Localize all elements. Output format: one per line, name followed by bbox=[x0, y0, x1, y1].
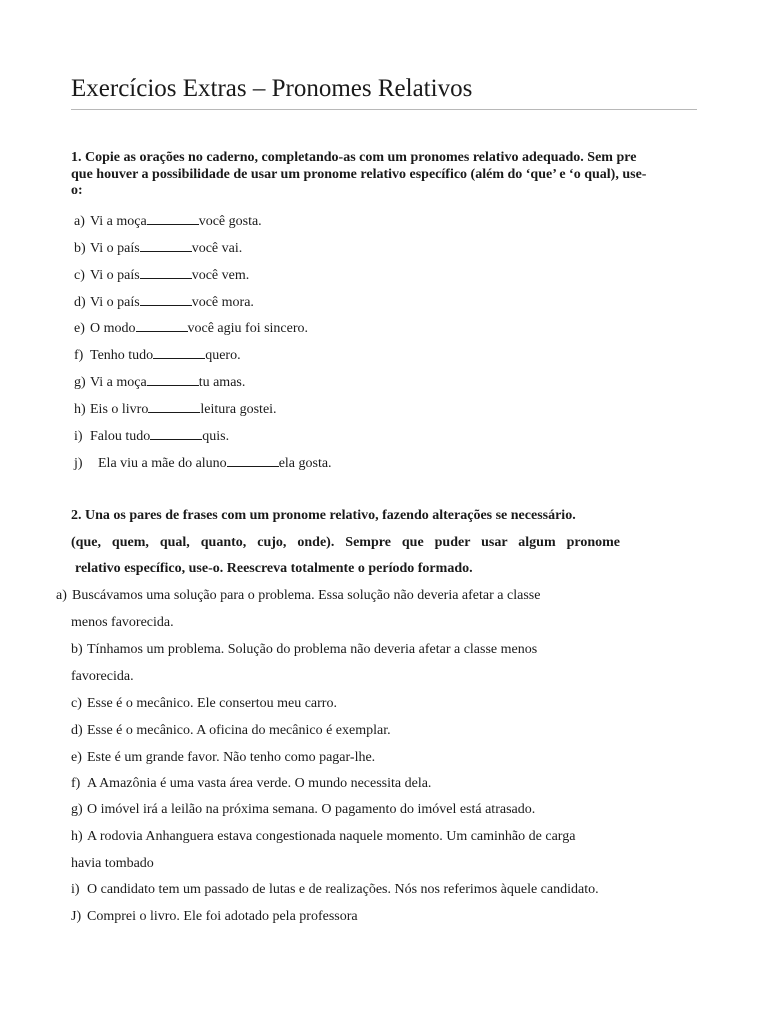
item-text: Comprei o livro. Ele foi adotado pela professora bbox=[87, 909, 358, 924]
item-text-after: leitura gostei. bbox=[200, 402, 277, 417]
item-text-after: você gosta. bbox=[198, 214, 262, 229]
question-1-item-e bbox=[74, 319, 308, 338]
question-2-item-h-continuation: havia tombado bbox=[71, 856, 154, 871]
item-label: g) bbox=[71, 802, 83, 817]
item-label: f) bbox=[74, 348, 84, 363]
item-text: O imóvel irá a leilão na próxima semana. O pagamento do imóvel está atrasado. bbox=[87, 802, 536, 817]
question-2-item-a bbox=[56, 587, 540, 605]
question-2-instruction: relativo específico, use-o. Reescreva totalmente o período formado. bbox=[75, 561, 473, 576]
item-label: i) bbox=[71, 882, 80, 897]
item-text-before: O modo bbox=[90, 321, 136, 336]
item-label: b) bbox=[71, 642, 83, 657]
fill-in-blank bbox=[148, 400, 200, 413]
item-text: A Amazônia é uma vasta área verde. O mundo necessita dela. bbox=[87, 776, 432, 791]
item-text: Esse é o mecânico. Ele consertou meu carro. bbox=[87, 696, 337, 711]
item-text-before: Falou tudo bbox=[90, 429, 151, 444]
question-1-item-i bbox=[74, 427, 229, 446]
item-text-before: Vi o país bbox=[90, 268, 140, 283]
question-2-pronoun-list: (que, quem, qual, quanto, cujo, onde). Sempre que puder usar algum pronome bbox=[71, 535, 620, 550]
item-text-before: Vi a moça bbox=[90, 214, 147, 229]
question-1-item-f bbox=[74, 346, 241, 365]
question-2-item-g bbox=[71, 801, 535, 819]
fill-in-blank bbox=[140, 266, 192, 279]
question-2-item-a-continuation: menos favorecida. bbox=[71, 615, 174, 630]
title-divider bbox=[71, 109, 697, 110]
item-text-after: você agiu foi sincero. bbox=[187, 321, 309, 336]
item-label: g) bbox=[74, 375, 86, 390]
item-text: A rodovia Anhanguera estava congestionada naquele momento. Um caminhão de carga bbox=[87, 829, 576, 844]
item-label: a) bbox=[56, 588, 67, 603]
item-text-before: Vi o país bbox=[90, 295, 140, 310]
item-label: c) bbox=[71, 696, 82, 711]
fill-in-blank bbox=[227, 454, 279, 467]
item-label: h) bbox=[71, 829, 83, 844]
item-label: b) bbox=[74, 241, 86, 256]
item-label: h) bbox=[74, 402, 86, 417]
question-2-item-b-continuation: favorecida. bbox=[71, 669, 134, 684]
fill-in-blank bbox=[147, 212, 199, 225]
question-1-item-j bbox=[74, 454, 332, 473]
item-label: c) bbox=[74, 268, 85, 283]
fill-in-blank bbox=[140, 239, 192, 252]
fill-in-blank bbox=[150, 427, 202, 440]
item-text-before: Vi o país bbox=[90, 241, 140, 256]
item-text: Esse é o mecânico. A oficina do mecânico é exemplar. bbox=[87, 723, 391, 738]
fill-in-blank bbox=[153, 346, 205, 359]
item-label: d) bbox=[71, 723, 83, 738]
item-text: Buscávamos uma solução para o problema. Essa solução não deveria afetar a classe bbox=[72, 588, 541, 603]
question-1-item-a bbox=[74, 212, 262, 231]
question-2-item-i bbox=[71, 881, 599, 899]
item-text-after: você mora. bbox=[191, 295, 254, 310]
item-label: J) bbox=[71, 909, 82, 924]
question-2-item-h bbox=[71, 828, 575, 846]
item-text: Tínhamos um problema. Solução do problema não deveria afetar a classe menos bbox=[87, 642, 538, 657]
item-text-before: Tenho tudo bbox=[90, 348, 154, 363]
question-2-item-d bbox=[71, 722, 391, 740]
item-text-after: você vai. bbox=[191, 241, 243, 256]
question-1-heading-line: que houver a possibilidade de usar um pronome relativo específico (além do ‘que’ e ‘o qual), use- bbox=[71, 166, 647, 182]
question-1-heading bbox=[71, 150, 697, 200]
item-text-before: Vi a moça bbox=[90, 375, 147, 390]
item-label: j) bbox=[74, 456, 83, 471]
page-title: Exercícios Extras – Pronomes Relativos bbox=[71, 75, 473, 102]
question-1-heading-line: 1. Copie as orações no caderno, completando-as com um pronomes relativo adequado. Sem pre bbox=[71, 150, 637, 165]
fill-in-blank bbox=[136, 319, 188, 332]
item-label: a) bbox=[74, 214, 85, 229]
item-text-after: ela gosta. bbox=[278, 456, 332, 471]
question-1-item-d bbox=[74, 293, 254, 312]
fill-in-blank bbox=[147, 373, 199, 386]
item-label: e) bbox=[74, 321, 85, 336]
item-text-before: Eis o livro bbox=[90, 402, 149, 417]
item-label: i) bbox=[74, 429, 83, 444]
item-label: f) bbox=[71, 776, 81, 791]
question-1-item-b bbox=[74, 239, 242, 258]
question-2-item-j bbox=[71, 908, 358, 926]
item-text-after: quero. bbox=[205, 348, 241, 363]
item-text-after: tu amas. bbox=[198, 375, 246, 390]
item-text-after: você vem. bbox=[191, 268, 250, 283]
item-text: O candidato tem um passado de lutas e de realizações. Nós nos referimos àquele candidato. bbox=[87, 882, 599, 897]
fill-in-blank bbox=[140, 293, 192, 306]
item-label: d) bbox=[74, 295, 86, 310]
question-1-item-c bbox=[74, 266, 249, 285]
question-2-heading: 2. Una os pares de frases com um pronome relativo, fazendo alterações se necessário. bbox=[71, 508, 576, 523]
item-text-after: quis. bbox=[202, 429, 230, 444]
item-label: e) bbox=[71, 750, 82, 765]
question-1-item-g bbox=[74, 373, 245, 392]
question-1-item-h bbox=[74, 400, 277, 419]
question-2-item-e bbox=[71, 749, 375, 767]
question-1-heading-line: o: bbox=[71, 183, 83, 198]
question-2-item-c bbox=[71, 695, 337, 713]
question-2-item-b bbox=[71, 641, 537, 659]
question-2-item-f bbox=[71, 775, 431, 793]
item-text-before: Ela viu a mãe do aluno bbox=[98, 456, 227, 471]
item-text: Este é um grande favor. Não tenho como pagar-lhe. bbox=[87, 750, 376, 765]
